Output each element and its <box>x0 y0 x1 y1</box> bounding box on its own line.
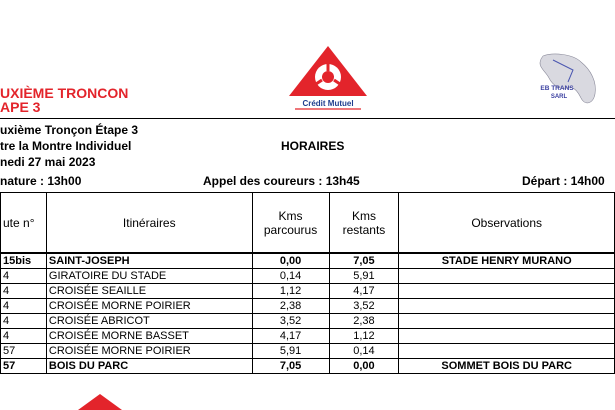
kms-restants-cell: 7,05 <box>329 253 399 269</box>
kms-parcourus-cell: 0,14 <box>252 269 329 284</box>
document-subtitle: APE 3 <box>0 99 41 115</box>
kms-restants-cell: 0,00 <box>329 359 399 374</box>
itineraire-cell: CROISÉE SEAILLE <box>46 284 252 299</box>
credit-mutuel-text: Crédit Mutuel <box>302 99 354 108</box>
table-row <box>1 299 615 314</box>
stage-info: uxième Tronçon Étape 3 <box>0 123 139 137</box>
route-cell: 4 <box>1 314 47 329</box>
table-header-row <box>1 193 615 254</box>
table-row <box>1 284 615 299</box>
itineraire-cell: CROISÉE MORNE POIRIER <box>46 299 252 314</box>
schedule-heading: HORAIRES <box>281 139 345 153</box>
signature-time: nature : 13h00 <box>0 174 82 188</box>
call-time: Appel des coureurs : 13h45 <box>203 174 360 188</box>
credit-mutuel-logo-partial <box>60 392 140 410</box>
route-cell: 57 <box>1 344 47 359</box>
document-title: UXIÈME TRONCON <box>0 85 129 101</box>
kms-parcourus-cell: 1,12 <box>252 284 329 299</box>
kms-parcourus-cell: 2,38 <box>252 299 329 314</box>
col-itineraires-header: Itinéraires <box>46 193 252 254</box>
observation-cell <box>399 344 615 359</box>
itineraire-cell: CROISÉE ABRICOT <box>46 314 252 329</box>
schedule-table <box>0 192 615 374</box>
itineraire-cell: BOIS DU PARC <box>46 359 252 374</box>
route-cell: 4 <box>1 284 47 299</box>
route-cell: 4 <box>1 299 47 314</box>
start-time: Départ : 14h00 <box>522 174 605 188</box>
observation-cell <box>399 299 615 314</box>
race-type: tre la Montre Individuel <box>0 139 132 153</box>
observation-cell <box>399 314 615 329</box>
table-row <box>1 269 615 284</box>
table-row <box>1 344 615 359</box>
col-observations-header: Observations <box>399 193 615 254</box>
itineraire-cell: CROISÉE MORNE BASSET <box>46 329 252 344</box>
observation-cell: SOMMET BOIS DU PARC <box>399 359 615 374</box>
kms-parcourus-cell: 5,91 <box>252 344 329 359</box>
kms-parcourus-cell: 3,52 <box>252 314 329 329</box>
eb-trans-text-2: SARL <box>550 94 568 100</box>
kms-restants-cell: 3,52 <box>329 299 399 314</box>
route-cell: 4 <box>1 269 47 284</box>
kms-restants-cell: 4,17 <box>329 284 399 299</box>
observation-cell: STADE HENRY MURANO <box>399 253 615 269</box>
race-date: nedi 27 mai 2023 <box>0 155 96 169</box>
route-cell: 57 <box>1 359 47 374</box>
table-row <box>1 253 615 269</box>
eb-trans-text-1: EB TRANS <box>540 85 574 92</box>
table-row <box>1 314 615 329</box>
col-route-header: ute n° <box>1 193 47 254</box>
kms-restants-cell: 0,14 <box>329 344 399 359</box>
itineraire-cell: SAINT-JOSEPH <box>46 253 252 269</box>
eb-trans-logo <box>513 52 603 112</box>
kms-parcourus-cell: 0,00 <box>252 253 329 269</box>
itineraire-cell: CROISÉE MORNE POIRIER <box>46 344 252 359</box>
route-cell: 15bis <box>1 253 47 269</box>
itineraire-cell: GIRATOIRE DU STADE <box>46 269 252 284</box>
kms-parcourus-cell: 4,17 <box>252 329 329 344</box>
kms-restants-cell: 5,91 <box>329 269 399 284</box>
observation-cell <box>399 284 615 299</box>
col-kms-restants-header: Kms restants <box>329 193 399 254</box>
observation-cell <box>399 329 615 344</box>
col-kms-parcourus-header: Kms parcourus <box>252 193 329 254</box>
table-row <box>1 329 615 344</box>
kms-restants-cell: 2,38 <box>329 314 399 329</box>
kms-restants-cell: 1,12 <box>329 329 399 344</box>
table-row <box>1 359 615 374</box>
kms-parcourus-cell: 7,05 <box>252 359 329 374</box>
route-cell: 4 <box>1 329 47 344</box>
observation-cell <box>399 269 615 284</box>
header-separator <box>0 118 615 119</box>
credit-mutuel-logo <box>283 44 373 114</box>
